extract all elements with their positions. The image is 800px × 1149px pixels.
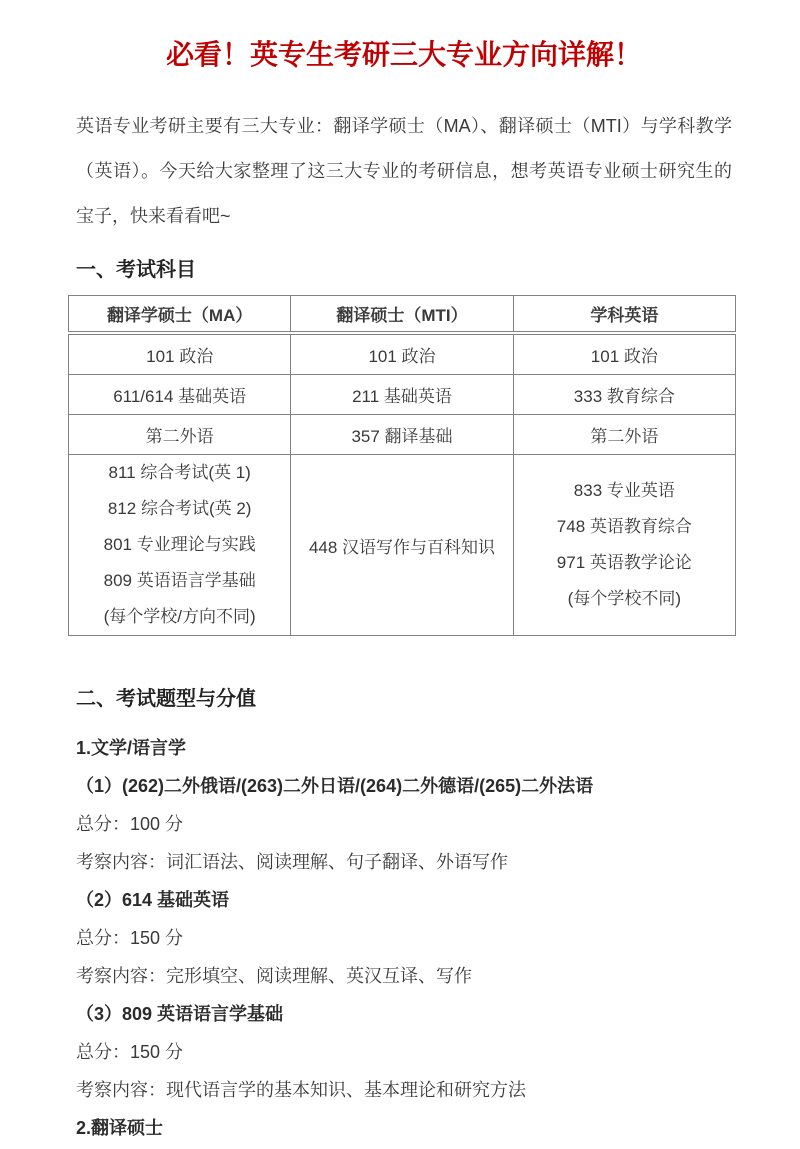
table-cell-line: 971 英语教学论论 bbox=[556, 553, 692, 572]
subsection2-heading: 2.翻译硕士 bbox=[76, 1118, 164, 1138]
table-cell-ma-subjects bbox=[69, 455, 291, 636]
table-cell: 101 政治 bbox=[69, 333, 291, 375]
exam-subjects-table bbox=[68, 295, 736, 636]
table-cell-line: (每个学校不同) bbox=[567, 589, 681, 608]
table-row-other-subjects bbox=[69, 455, 736, 636]
table-row bbox=[69, 375, 736, 415]
table-header-cell-ma: 翻译学硕士（MA） bbox=[69, 296, 291, 334]
table-cell: 第二外语 bbox=[513, 415, 735, 455]
section2-heading: 二、考试题型与分值 bbox=[76, 688, 256, 710]
item3-title: （3）809 英语语言学基础 bbox=[76, 1004, 284, 1024]
table-cell: 第二外语 bbox=[69, 415, 291, 455]
table-cell-line: 748 英语教育综合 bbox=[556, 517, 692, 536]
table-cell: 101 政治 bbox=[513, 333, 735, 375]
table-cell-line: 809 英语语言学基础 bbox=[103, 571, 256, 590]
table-row bbox=[69, 333, 736, 375]
table-cell: 101 政治 bbox=[291, 333, 513, 375]
table-cell-line: 833 专业英语 bbox=[573, 481, 675, 500]
table-cell-line: 812 综合考试(英 2) bbox=[107, 499, 252, 518]
table-cell: 357 翻译基础 bbox=[291, 415, 513, 455]
section1-heading: 一、考试科目 bbox=[76, 259, 196, 281]
table-cell-subject-english-subjects bbox=[513, 455, 735, 636]
table-row bbox=[69, 415, 736, 455]
item1-content: 考察内容：词汇语法、阅读理解、句子翻译、外语写作 bbox=[76, 852, 508, 872]
table-cell-line: 801 专业理论与实践 bbox=[103, 535, 256, 554]
table-cell: 211 基础英语 bbox=[291, 375, 513, 415]
item2-content: 考察内容：完形填空、阅读理解、英汉互译、写作 bbox=[76, 966, 472, 986]
item1-score: 总分：100 分 bbox=[76, 814, 184, 834]
item3-score: 总分：150 分 bbox=[76, 1042, 184, 1062]
table-header-cell-mti: 翻译硕士（MTI） bbox=[291, 296, 513, 334]
table-cell-line: 811 综合考试(英 1) bbox=[108, 463, 251, 482]
item3-content: 考察内容：现代语言学的基本知识、基本理论和研究方法 bbox=[76, 1080, 526, 1100]
document-title: 必看！英专生考研三大专业方向详解！ bbox=[165, 39, 642, 70]
item2-score: 总分：150 分 bbox=[76, 928, 184, 948]
subsection1-heading: 1.文学/语言学 bbox=[76, 738, 187, 758]
intro-paragraph: 英语专业考研主要有三大专业：翻译学硕士（MA）、翻译硕士（MTI）与学科教学（英语）。今天给大家整理了这三大专业的考研信息，想考英语专业硕士研究生的宝子，快来看看吧~ bbox=[76, 116, 732, 226]
item1-title: （1）(262)二外俄语/(263)二外日语/(264)二外德语/(265)二外法语 bbox=[76, 776, 594, 796]
table-cell-mti-subject: 448 汉语写作与百科知识 bbox=[291, 455, 513, 636]
table-cell: 333 教育综合 bbox=[513, 375, 735, 415]
table-cell: 611/614 基础英语 bbox=[69, 375, 291, 415]
table-header-row bbox=[69, 296, 736, 334]
table-header-cell-subject-english: 学科英语 bbox=[513, 296, 735, 334]
item2-title: （2）614 基础英语 bbox=[76, 890, 230, 910]
table-cell-line: (每个学校/方向不同) bbox=[103, 607, 256, 626]
